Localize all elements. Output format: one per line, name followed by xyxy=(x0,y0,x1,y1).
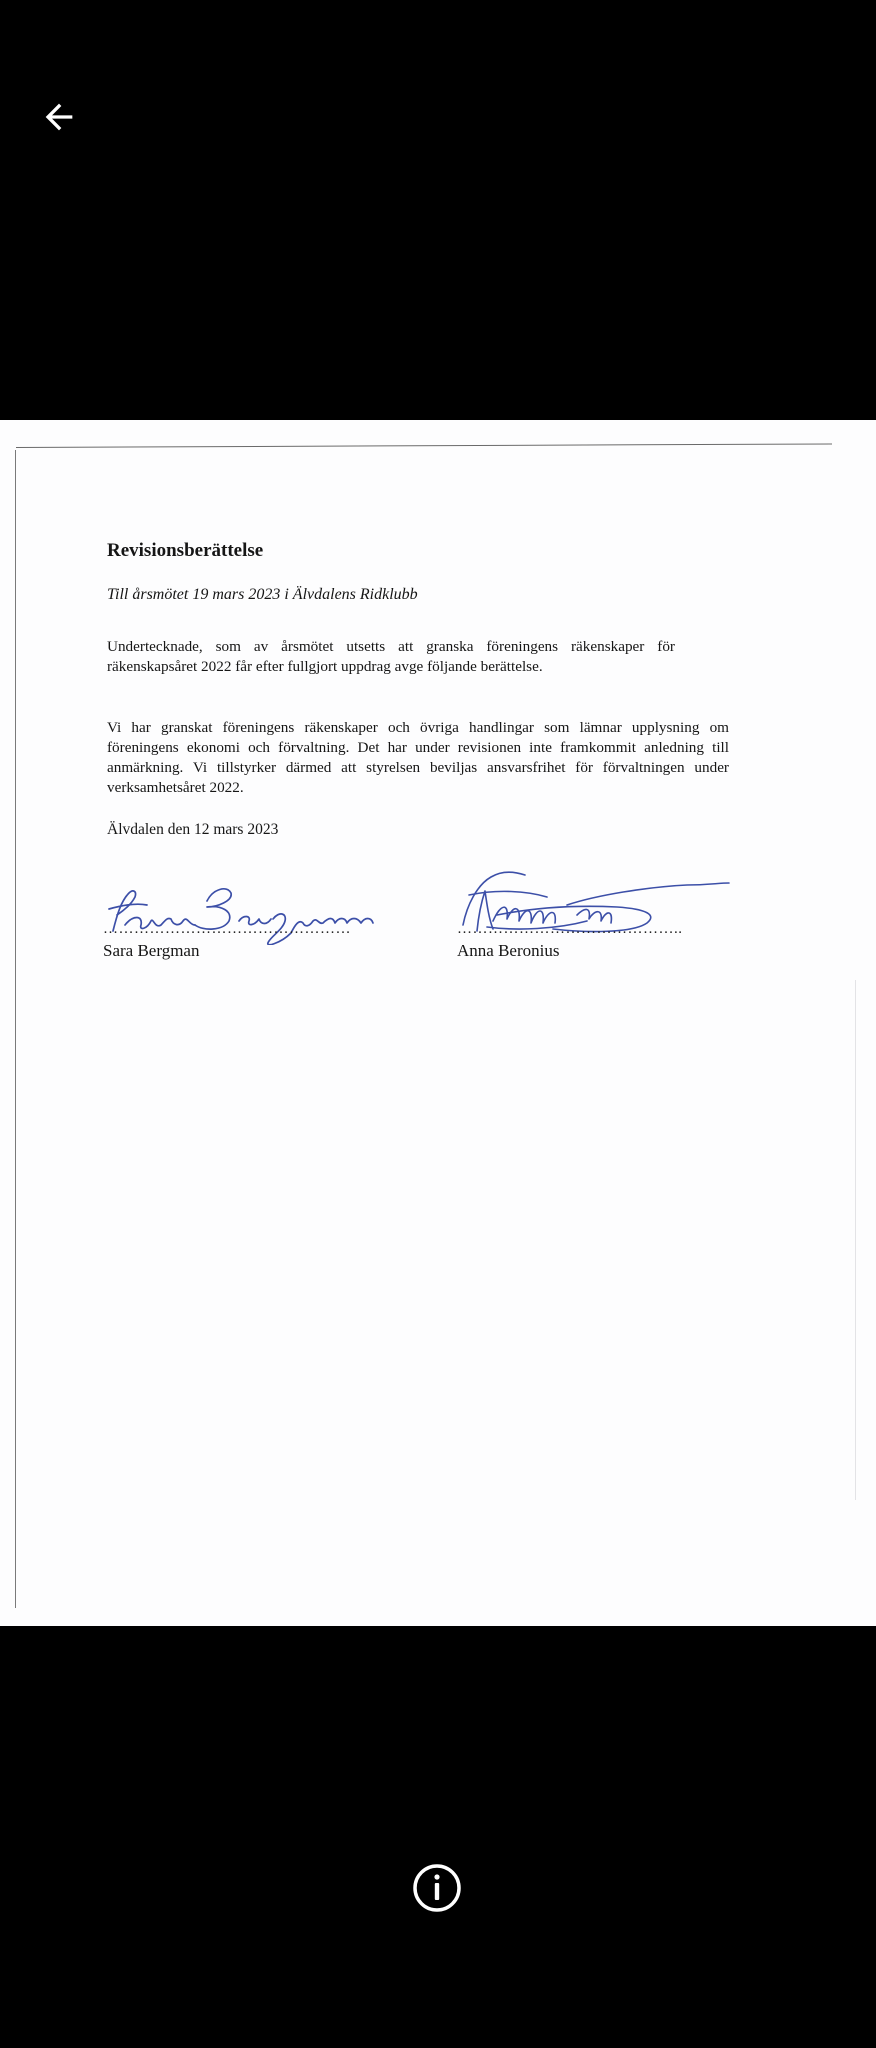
signatory-name: Sara Bergman xyxy=(103,941,200,960)
info-button[interactable] xyxy=(411,1862,463,1914)
bottom-bar xyxy=(0,1626,876,2048)
back-button[interactable] xyxy=(34,92,84,142)
signature-block-sara xyxy=(103,845,393,985)
signature-block-anna xyxy=(457,845,747,985)
scan-edge xyxy=(16,443,832,448)
paragraph-audit: Vi har granskat föreningens räkenskaper och övriga handlingar som lämnar upplysning om föreningens ekonomi och förvaltning. Det har under revisionen inte framkommit anledning till anmärkning. Vi tillstyrker därmed att styrelsen beviljas ansvarsfrihet för förvaltningen under verksamhetsåret 2022. xyxy=(107,719,729,796)
signature-line: ………………………………………… xyxy=(103,921,351,937)
signature-line: …………………………………….. xyxy=(457,921,683,937)
paragraph-intro: Undertecknade, som av årsmötet utsetts att granska föreningens räkenskaper för räkenskapsåret 2022 får efter fullgjort uppdrag avge följande berättelse. xyxy=(107,638,675,675)
scan-edge xyxy=(15,450,16,1608)
info-circle-icon xyxy=(411,1862,463,1914)
signatory-name: Anna Beronius xyxy=(457,941,560,960)
scan-edge xyxy=(855,980,856,1500)
document-title: Revisionsberättelse xyxy=(107,540,264,561)
document-image xyxy=(0,420,876,1626)
document-subtitle: Till årsmötet 19 mars 2023 i Älvdalens Ridklubb xyxy=(107,586,418,603)
arrow-left-icon xyxy=(39,97,79,137)
top-app-bar xyxy=(0,0,876,420)
place-date: Älvdalen den 12 mars 2023 xyxy=(107,821,279,838)
